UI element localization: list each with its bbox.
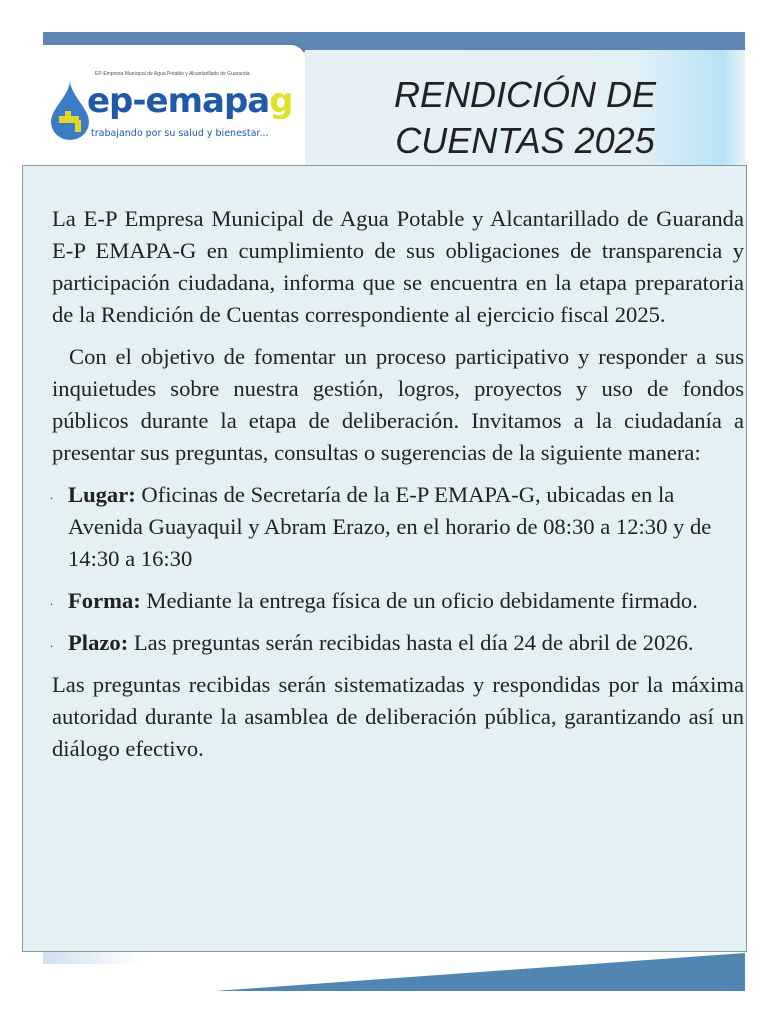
bullet-text: Las preguntas serán recibidas hasta el día 24 de abril de 2026. [128, 630, 694, 655]
logo-tagline: trabajando por su salud y bienestar... [91, 128, 269, 139]
invitation-paragraph: Con el objetivo de fomentar un proceso participativo y responder a sus inquietudes sobre nuestra gestión, logros, proyectos y uso de fondos públicos durante la etapa de deliberación. Invitamos a la ciudadanía a presentar sus preguntas, consultas o sugerencias de la siguiente manera: [52, 344, 744, 465]
logo-org-name: EP-Empresa Municipal de Agua Potable y Alcantarillado de Guaranda [95, 71, 250, 77]
bullet-icon: . [50, 636, 53, 650]
page-title: RENDICIÓN DE CUENTAS 2025 [393, 74, 657, 161]
bullet-icon: . [50, 488, 53, 502]
bullet-label: Forma: [68, 588, 141, 613]
bullet-text: Oficinas de Secretaría de la E-P EMAPA-G, ubicadas en la Avenida Guayaquil y Abram Erazo, en el horario de 08:30 a 12:30 y de 14:30 a 16:30 [68, 482, 712, 571]
logo-brand-g: g [269, 81, 293, 121]
bullet-text: Mediante la entrega física de un oficio debidamente firmado. [140, 588, 698, 613]
bullet-label: Plazo: [68, 630, 129, 655]
closing-paragraph: Las preguntas recibidas serán sistematizadas y respondidas por la máxima autoridad durante la asamblea de deliberación pública, garantizando así un diálogo efectivo. [52, 672, 744, 761]
logo-brand-main: ep-emapa [87, 81, 270, 121]
bullet-icon: . [50, 594, 53, 608]
intro-paragraph: La E-P Empresa Municipal de Agua Potable y Alcantarillado de Guaranda E-P EMAPA-G en cumplimiento de sus obligaciones de transparencia y participación ciudadana, informa que se encuentra en la etapa preparatoria de la Rendición de Cuentas correspondiente al ejercicio fiscal 2025. [52, 206, 744, 327]
bullet-label: Lugar: [68, 482, 136, 507]
